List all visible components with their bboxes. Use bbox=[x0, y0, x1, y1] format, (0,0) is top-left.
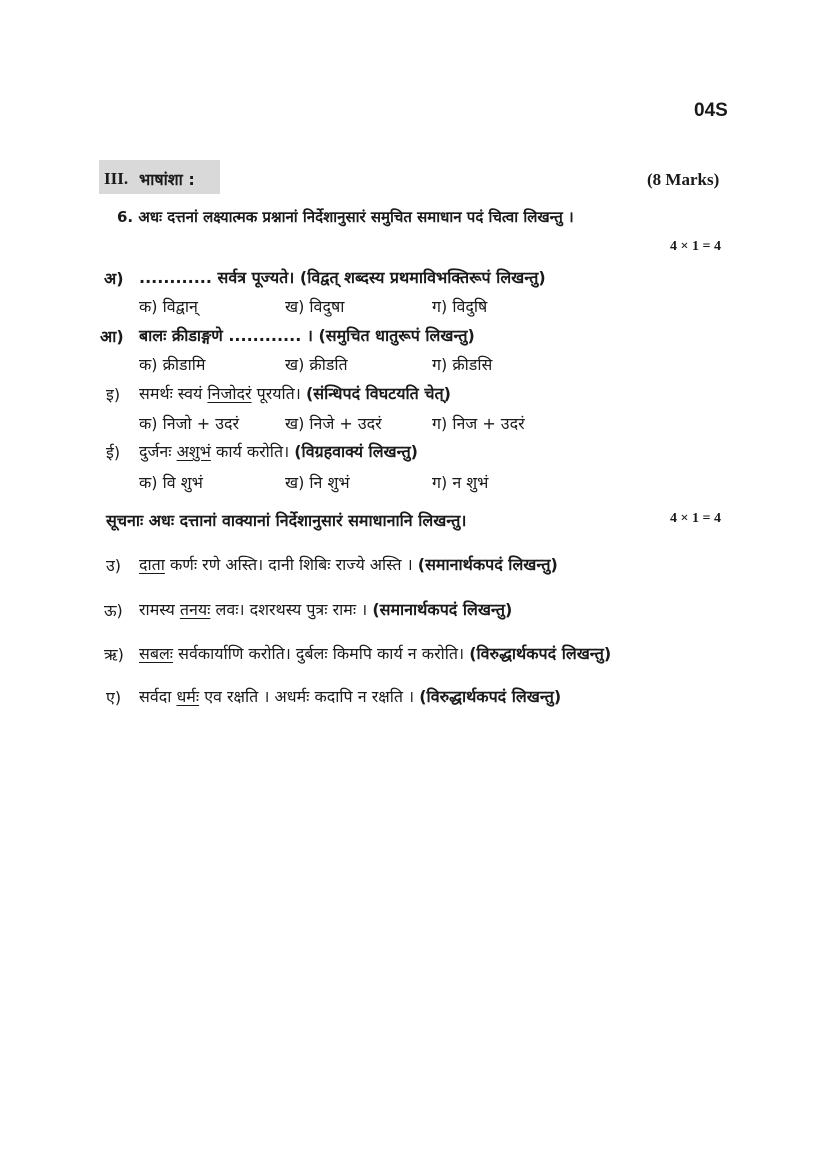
item-ri-question bbox=[139, 642, 611, 664]
item-u-underlined-word: दाता bbox=[139, 555, 165, 574]
item-ii-underlined-word: अशुभं bbox=[176, 442, 211, 461]
item-a-option-2: ख) विदुषा bbox=[285, 297, 345, 316]
question-number: 6. bbox=[117, 208, 134, 226]
item-a-text: ............ सर्वत्र पूज्यते। bbox=[139, 268, 295, 287]
item-u-question bbox=[139, 553, 558, 575]
section-title: भाषांशा : bbox=[139, 170, 195, 189]
item-ii-option-3: ग) न शुभं bbox=[432, 473, 489, 492]
item-uu-underlined-word: तनयः bbox=[179, 600, 211, 619]
item-ri-underlined-word: सबलः bbox=[139, 644, 174, 663]
item-e-direction: (विरुद्धार्थकपदं लिखन्तु) bbox=[419, 687, 562, 706]
item-a-label: अ) bbox=[104, 269, 124, 288]
question-6-score: 4 × 1 = 4 bbox=[670, 239, 721, 254]
item-e-label: ए) bbox=[106, 688, 122, 707]
item-ri-text-post: सर्वकार्याणि करोति। दुर्बलः किमपि कार्य न करोति। bbox=[178, 644, 465, 663]
item-a-question bbox=[139, 266, 546, 288]
item-e-text-pre: सर्वदा bbox=[139, 687, 172, 706]
item-i-question bbox=[139, 382, 451, 404]
item-ii-label: ई) bbox=[106, 443, 121, 462]
item-ii-direction: (विग्रहवाक्यं लिखन्तु) bbox=[294, 442, 418, 461]
item-i-text-pre: समर्थः स्वयं bbox=[139, 384, 203, 403]
item-e-question bbox=[139, 685, 561, 707]
item-e-text-post: एव रक्षति । अधर्मः कदापि न रक्षति । bbox=[204, 687, 415, 706]
suchana-instruction: सूचनाः अधः दत्तानां वाक्यानां निर्देशानुसारं समाधानानि लिखन्तु। bbox=[106, 511, 467, 530]
question-instruction-text: अधः दत्तनां लक्ष्यात्मक प्रश्नानां निर्देशानुसारं समुचित समाधान पदं चित्वा लिखन्तु । bbox=[138, 208, 574, 226]
item-i-label: इ) bbox=[106, 385, 121, 404]
item-i-text-post: पूरयति। bbox=[256, 384, 301, 403]
item-uu-direction: (समानार्थकपदं लिखन्तु) bbox=[372, 600, 513, 619]
section-marks: (8 Marks) bbox=[647, 170, 720, 189]
item-aa-direction: (समुचित धातुरूपं लिखन्तु) bbox=[318, 326, 475, 345]
item-u-direction: (समानार्थकपदं लिखन्तु) bbox=[417, 555, 558, 574]
item-ii-option-1: क) वि शुभं bbox=[139, 473, 203, 492]
item-e-underlined-word: धर्मः bbox=[176, 687, 200, 706]
item-ii-text-pre: दुर्जनः bbox=[139, 442, 172, 461]
item-aa-text: बालः क्रीडाङ्गणे ............ । bbox=[139, 326, 313, 345]
item-aa-option-1: क) क्रीडामि bbox=[139, 355, 206, 374]
item-aa-option-3: ग) क्रीडसि bbox=[432, 355, 493, 374]
item-u-label: उ) bbox=[106, 556, 122, 575]
item-i-option-3: ग) निज + उदरं bbox=[432, 414, 525, 433]
item-uu-question bbox=[139, 598, 512, 620]
item-uu-text-pre: रामस्य bbox=[139, 600, 175, 619]
item-aa-label: आ) bbox=[100, 327, 124, 346]
item-i-option-1: क) निजो + उदरं bbox=[139, 414, 240, 433]
item-ii-option-2: ख) नि शुभं bbox=[285, 473, 350, 492]
paper-code: 04S bbox=[694, 100, 728, 121]
section-number: III. bbox=[104, 169, 129, 188]
suchana-score: 4 × 1 = 4 bbox=[670, 511, 721, 526]
item-a-direction: (विद्वत् शब्दस्य प्रथमाविभक्तिरूपं लिखन्तु) bbox=[299, 268, 546, 287]
item-i-underlined-word: निजोदरं bbox=[207, 384, 252, 403]
item-uu-text-post: लवः। दशरथस्य पुत्रः रामः । bbox=[215, 600, 368, 619]
item-i-option-2: ख) निजे + उदरं bbox=[285, 414, 382, 433]
item-uu-label: ऊ) bbox=[104, 601, 123, 620]
item-a-option-1: क) विद्वान् bbox=[139, 297, 198, 316]
item-aa-question bbox=[139, 324, 475, 346]
item-u-text-post: कर्णः रणे अस्ति। दानी शिबिः राज्ये अस्ति । bbox=[170, 555, 413, 574]
item-ri-label: ऋ) bbox=[104, 645, 124, 664]
question-6-instruction bbox=[117, 207, 574, 227]
item-ri-direction: (विरुद्धार्थकपदं लिखन्तु) bbox=[469, 644, 612, 663]
item-ii-question bbox=[139, 440, 418, 462]
item-aa-option-2: ख) क्रीडति bbox=[285, 355, 348, 374]
item-ii-text-post: कार्य करोति। bbox=[216, 442, 290, 461]
item-i-direction: (संन्धिपदं विघटयति चेत्) bbox=[305, 384, 451, 403]
item-a-option-3: ग) विदुषि bbox=[432, 297, 488, 316]
